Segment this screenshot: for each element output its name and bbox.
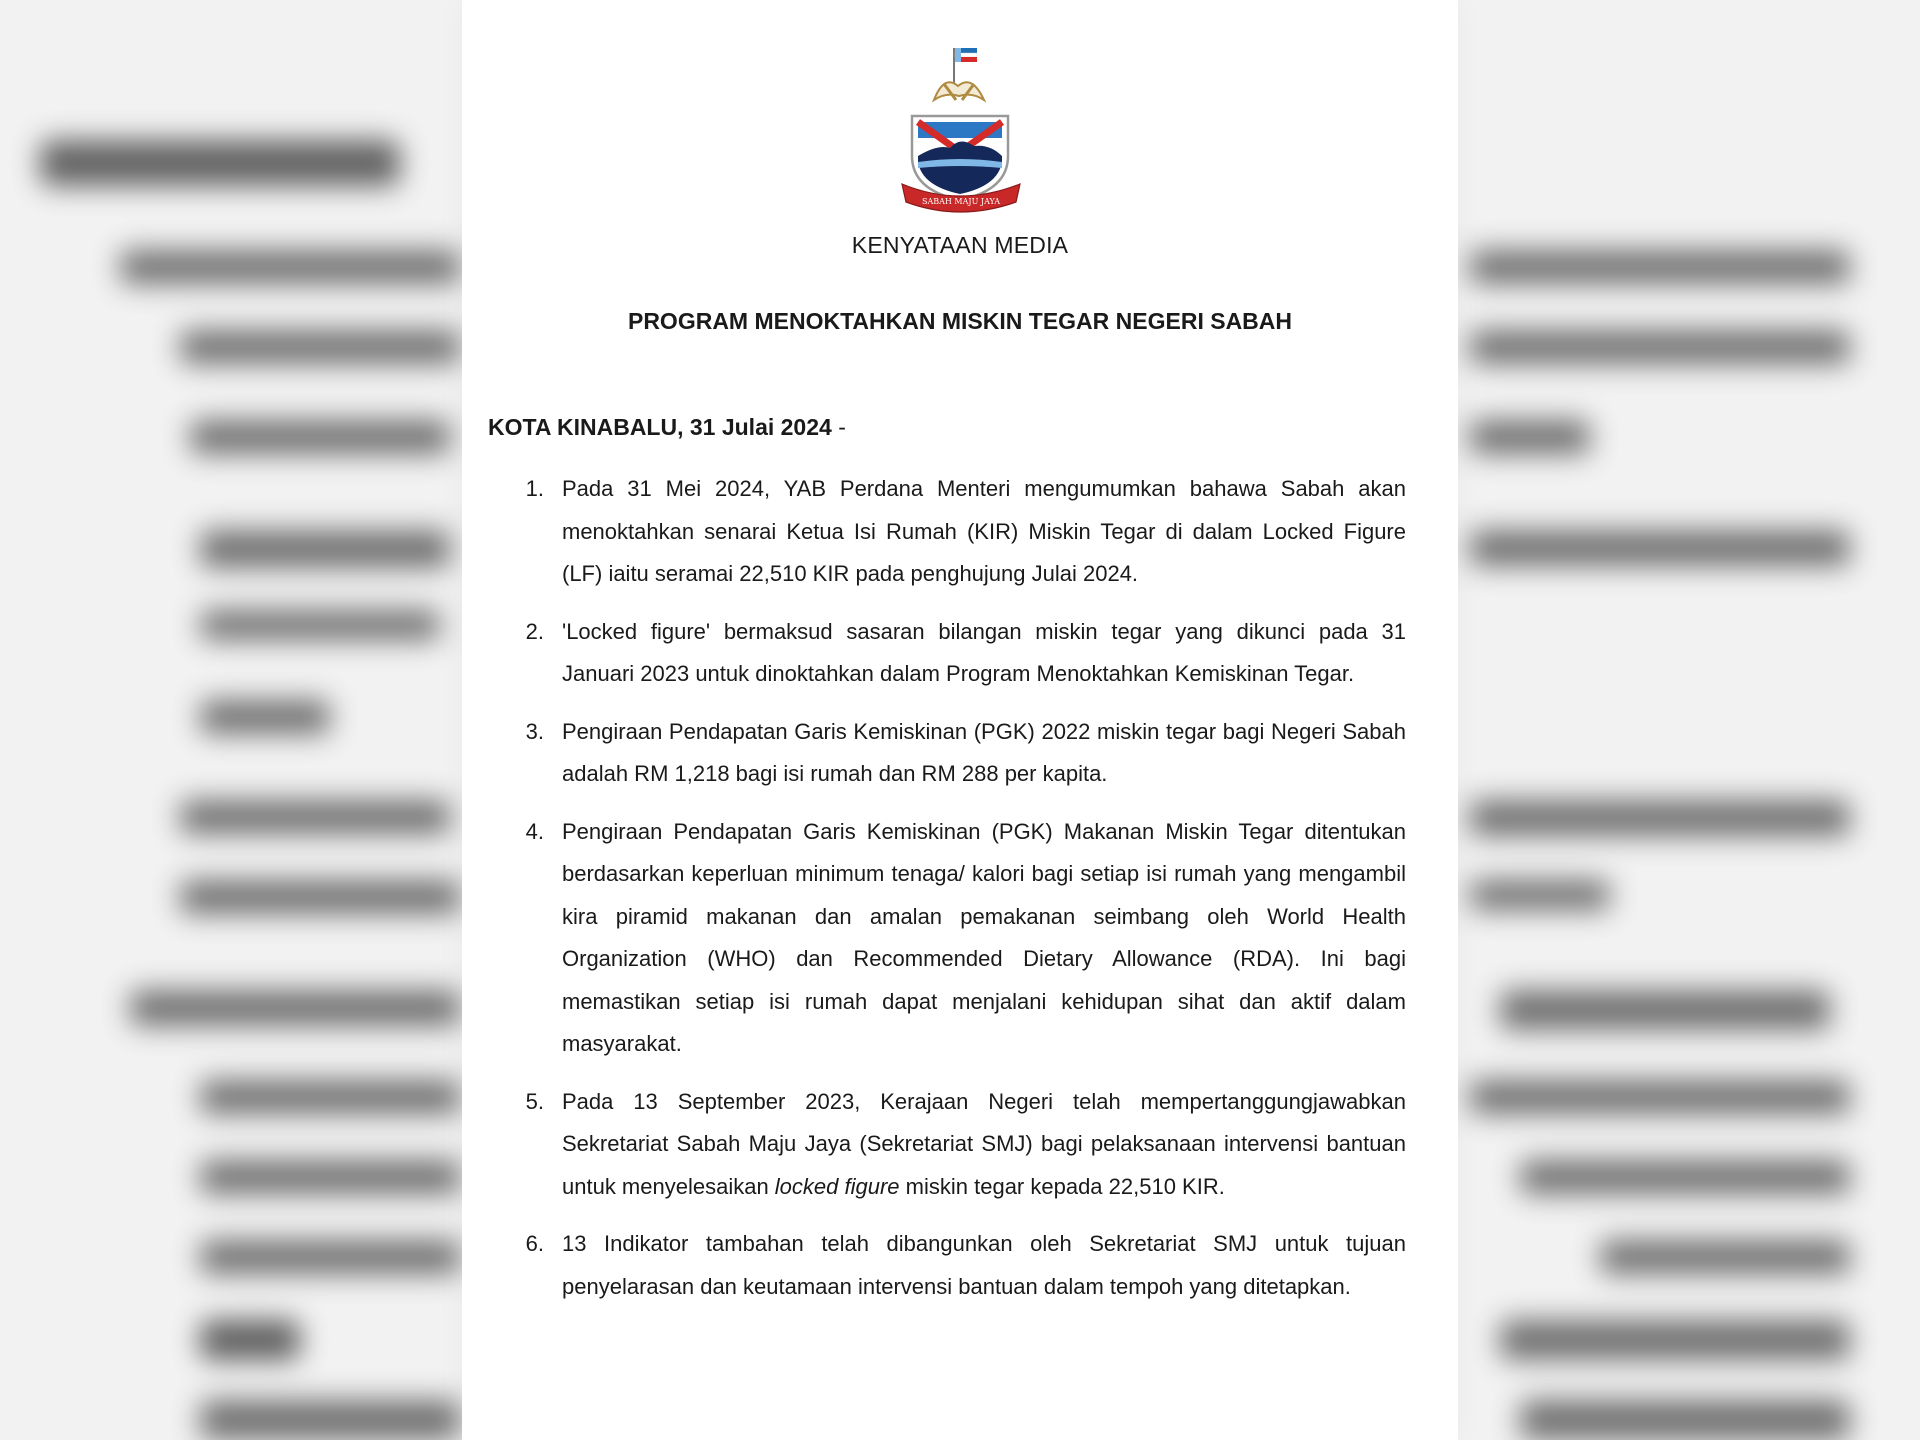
blur-line	[1470, 330, 1850, 364]
item-number: 4.	[525, 818, 544, 844]
blur-line	[40, 140, 400, 186]
blur-line	[200, 1160, 460, 1194]
blur-line	[1470, 800, 1850, 836]
blur-line	[200, 1240, 460, 1274]
blur-line	[1600, 1240, 1850, 1274]
blur-line	[200, 700, 330, 734]
document-kicker: KENYATAAN MEDIA	[851, 232, 1069, 258]
blur-line	[180, 330, 460, 364]
item-text: Pengiraan Pendapatan Garis Kemiskinan (PGK) Makanan Miskin Tegar ditentukan berdasarkan keperluan minimum tenaga/ kalori bagi setiap isi rumah yang mengambil kira piramid makanan dan amalan pemakanan seimbang oleh World Health Organization (WHO) dan Recommended Dietary Allowance (RDA). Ini bagi memastikan setiap isi rumah dapat menjalani kehidupan sihat dan aktif dalam masyarakat.	[562, 818, 1406, 1056]
blur-line	[200, 530, 450, 568]
blur-line	[200, 610, 440, 640]
blur-line	[200, 1320, 300, 1360]
blur-line	[1470, 250, 1850, 284]
item-text: 13 Indikator tambahan telah dibangunkan oleh Sekretariat SMJ untuk tujuan penyelarasan dan keutamaan intervensi bantuan dalam tempoh yang ditetapkan.	[562, 1231, 1406, 1299]
list-item	[488, 611, 1432, 696]
crest-motto: SABAH MAJU JAYA	[922, 197, 1000, 206]
item-number: 6.	[525, 1231, 544, 1256]
blur-line	[200, 1080, 460, 1114]
blur-line	[1470, 530, 1850, 566]
blur-line	[1470, 420, 1590, 454]
item-text: 'Locked figure' bermaksud sasaran bilangan miskin tegar yang dikunci pada 31 Januari 2023 untuk dinoktahkan dalam Program Menoktahkan Kemiskinan Tegar.	[562, 618, 1406, 686]
document-title: PROGRAM MENOKTAHKAN MISKIN TEGAR NEGERI SABAH	[627, 308, 1293, 334]
blur-line	[200, 1400, 460, 1440]
list-item	[488, 811, 1432, 1066]
item-text-italic: locked figure	[774, 1173, 900, 1199]
blur-line	[1500, 1320, 1850, 1360]
item-text	[562, 1081, 1432, 1209]
blur-line	[180, 880, 460, 914]
blur-line	[120, 250, 460, 284]
item-number: 1.	[525, 476, 544, 501]
blur-line	[180, 800, 450, 834]
list-item	[488, 711, 1432, 796]
blur-line	[130, 990, 460, 1026]
document-page	[462, 0, 1458, 1440]
item-text: Pengiraan Pendapatan Garis Kemiskinan (PGK) 2022 miskin tegar bagi Negeri Sabah adalah RM 1,218 bagi isi rumah dan RM 288 per kapita.	[562, 718, 1406, 786]
dateline-place-date: KOTA KINABALU, 31 Julai 2024	[488, 414, 832, 440]
dateline	[488, 414, 846, 441]
item-number: 5.	[525, 1088, 544, 1114]
item-number: 2.	[525, 618, 544, 644]
blur-line	[1500, 990, 1830, 1030]
blur-line	[1470, 880, 1610, 910]
item-text: Pada 31 Mei 2024, YAB Perdana Menteri mengumumkan bahawa Sabah akan menoktahkan senarai Ketua Isi Rumah (KIR) Miskin Tegar di dalam Locked Figure (LF) iaitu seramai 22,510 KIR pada penghujung Julai 2024.	[562, 476, 1406, 586]
blur-line	[1520, 1160, 1850, 1194]
blur-line	[190, 420, 450, 454]
item-number: 3.	[525, 718, 544, 744]
item-text-before: Pada 13 September 2023, Kerajaan Negeri telah mempertanggungjawabkan Sekretariat Sabah Maju Jaya (Sekretariat SMJ) bagi pelaksanaan intervensi bantuan untuk menyelesaikan	[562, 1088, 1406, 1199]
blur-line	[1470, 1080, 1850, 1114]
item-text-after: miskin tegar kepada 22,510 KIR.	[899, 1173, 1225, 1199]
dateline-dash: -	[831, 414, 846, 440]
sabah-crest-logo	[898, 44, 1024, 214]
list-item	[488, 1223, 1432, 1308]
list-item	[488, 468, 1432, 596]
list-item	[488, 1081, 1432, 1209]
numbered-list	[488, 468, 1432, 1323]
blur-line	[1520, 1400, 1850, 1440]
